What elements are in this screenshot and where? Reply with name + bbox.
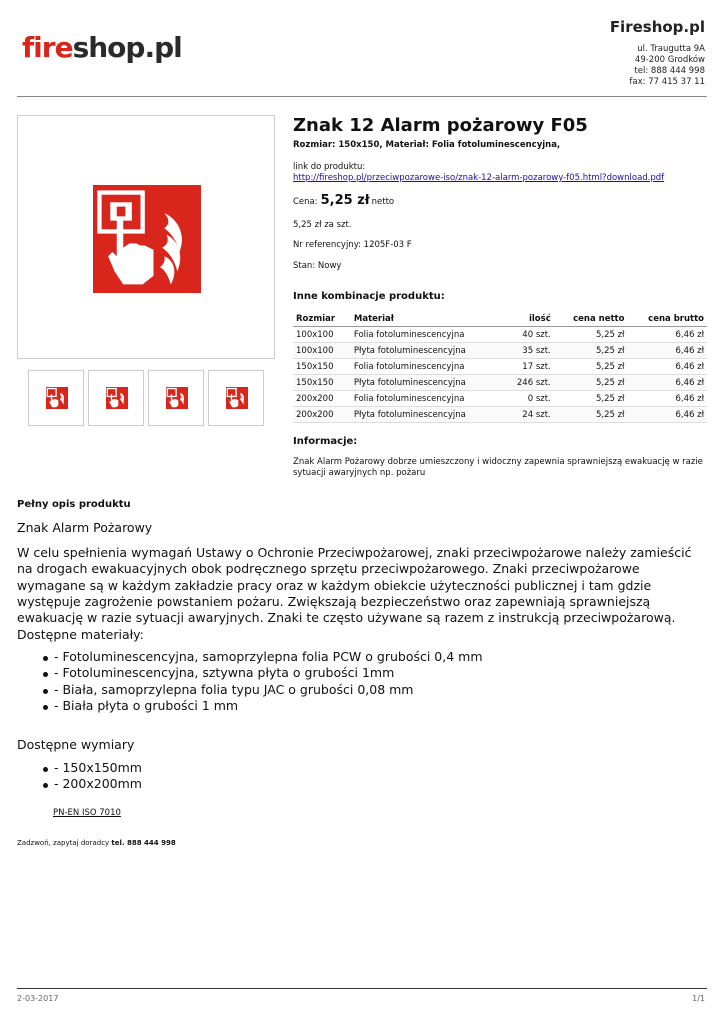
cell-gross-price: 6,46 zł: [627, 359, 707, 375]
dimensions-list: [17, 760, 142, 793]
cell-quantity: 17 szt.: [503, 359, 554, 375]
price-suffix: netto: [371, 197, 395, 207]
info-text: Znak Alarm Pożarowy dobrze umieszczony i widoczny zapewnia sprawniejszą ewakuację w razie sytuacji awaryjnych np. pożaru: [293, 457, 703, 478]
table-row: [293, 407, 707, 423]
col-quantity: ilość: [503, 311, 554, 327]
col-size: Rozmiar: [293, 311, 351, 327]
cell-quantity: 246 szt.: [503, 375, 554, 391]
call-phone: tel. 888 444 998: [111, 839, 176, 847]
table-row: [293, 359, 707, 375]
footer-page-number: 1/1: [692, 994, 705, 1003]
dimensions-label: Dostępne wymiary: [17, 737, 135, 752]
table-row: [293, 343, 707, 359]
price-value: 5,25 zł: [320, 193, 370, 208]
cell-size: 100x100: [293, 327, 351, 343]
cell-net-price: 5,25 zł: [554, 327, 628, 343]
list-item: - 150x150mm: [17, 760, 142, 776]
fire-alarm-sign-icon: [46, 387, 68, 409]
cell-quantity: 40 szt.: [503, 327, 554, 343]
materials-list: [17, 649, 483, 714]
cell-gross-price: 6,46 zł: [627, 343, 707, 359]
thumbnail-2[interactable]: [88, 370, 144, 426]
cell-quantity: 0 szt.: [503, 391, 554, 407]
call-text: Zadzwoń, zapytaj doradcy: [17, 839, 112, 847]
call-advisor: [17, 839, 176, 847]
list-item: - Fotoluminescencyjna, samoprzylepna folia PCW o grubości 0,4 mm: [17, 649, 483, 665]
cell-size: 100x100: [293, 343, 351, 359]
product-main-image[interactable]: [17, 115, 275, 359]
cell-net-price: 5,25 zł: [554, 407, 628, 423]
materials-label: Dostępne materiały:: [17, 627, 144, 642]
cell-net-price: 5,25 zł: [554, 375, 628, 391]
address-line-1: ul. Traugutta 9A: [637, 44, 705, 54]
cell-size: 150x150: [293, 359, 351, 375]
product-link[interactable]: http://fireshop.pl/przeciwpozarowe-iso/znak-12-alarm-pozarowy-f05.html?download.pdf: [293, 173, 665, 183]
full-description-title: Pełny opis produktu: [17, 499, 131, 510]
norm-link[interactable]: PN-EN ISO 7010: [53, 808, 121, 818]
fire-alarm-sign-icon: [86, 185, 208, 293]
description-heading: Znak Alarm Pożarowy: [17, 520, 153, 535]
cell-material: Folia fotoluminescencyjna: [351, 359, 503, 375]
cell-size: 150x150: [293, 375, 351, 391]
table-header-row: [293, 311, 707, 327]
product-variant: Rozmiar: 150x150, Materiał: Folia fotoluminescencyjna,: [293, 140, 561, 150]
cell-material: Folia fotoluminescencyjna: [351, 391, 503, 407]
cell-net-price: 5,25 zł: [554, 391, 628, 407]
col-material: Materiał: [351, 311, 503, 327]
price-row: [293, 193, 394, 208]
cell-material: Płyta fotoluminescencyjna: [351, 375, 503, 391]
cell-gross-price: 6,46 zł: [627, 407, 707, 423]
fax: fax: 77 415 37 11: [629, 77, 705, 87]
thumbnail-1[interactable]: [28, 370, 84, 426]
product-condition: Stan: Nowy: [293, 261, 342, 271]
logo-dark-part: shop.pl: [72, 31, 182, 64]
product-link-label: link do produktu:: [293, 162, 366, 172]
unit-price: 5,25 zł za szt.: [293, 220, 352, 230]
cell-material: Płyta fotoluminescencyjna: [351, 343, 503, 359]
cell-quantity: 35 szt.: [503, 343, 554, 359]
fire-alarm-sign-icon: [226, 387, 248, 409]
cell-gross-price: 6,46 zł: [627, 391, 707, 407]
cell-net-price: 5,25 zł: [554, 359, 628, 375]
cell-material: Folia fotoluminescencyjna: [351, 327, 503, 343]
price-label: Cena:: [293, 197, 318, 207]
cell-material: Płyta fotoluminescencyjna: [351, 407, 503, 423]
table-row: [293, 391, 707, 407]
description-body: W celu spełnienia wymagań Ustawy o Ochronie Przeciwpożarowej, znaki przeciwpożarowe należy zamieścić na drogach ewakuacyjnych obok podręcznego sprzętu przeciwpożarowego. Znaki przeciwpożarowe wymagane są w każdym zakładzie pracy oraz w każdym obiekcie użyteczności publicznej i tam gdzie występuje zagrożenie powstaniem pożaru. Zwiększają bezpieczeństwo oraz zapewniają sprawniejszą ewakuację w razie sytuacji awaryjnych. Znaki te często używane są razem z instrukcją przeciwpożarową.: [17, 545, 692, 626]
cell-gross-price: 6,46 zł: [627, 327, 707, 343]
list-item: - 200x200mm: [17, 776, 142, 792]
cell-gross-price: 6,46 zł: [627, 375, 707, 391]
fireshop-logo: [22, 31, 182, 64]
col-net-price: cena netto: [554, 311, 628, 327]
header-divider: [17, 96, 707, 97]
list-item: - Biała, samoprzylepna folia typu JAC o grubości 0,08 mm: [17, 682, 483, 698]
product-title: Znak 12 Alarm pożarowy F05: [293, 115, 588, 136]
logo-red-part: fire: [22, 31, 73, 64]
reference-number: Nr referencyjny: 1205F-03 F: [293, 240, 412, 250]
table-row: [293, 327, 707, 343]
shop-name: Fireshop.pl: [609, 18, 705, 36]
cell-net-price: 5,25 zł: [554, 343, 628, 359]
footer-divider: [17, 988, 707, 989]
fire-alarm-sign-icon: [106, 387, 128, 409]
fire-alarm-sign-icon: [166, 387, 188, 409]
list-item: - Fotoluminescencyjna, sztywna płyta o grubości 1mm: [17, 665, 483, 681]
combinations-table: [293, 311, 707, 423]
list-item: - Biała płyta o grubości 1 mm: [17, 698, 483, 714]
thumbnail-3[interactable]: [148, 370, 204, 426]
info-title: Informacje:: [293, 436, 358, 447]
thumbnail-4[interactable]: [208, 370, 264, 426]
phone: tel: 888 444 998: [634, 66, 705, 76]
col-gross-price: cena brutto: [627, 311, 707, 327]
footer-date: 2-03-2017: [17, 994, 59, 1003]
cell-size: 200x200: [293, 391, 351, 407]
cell-quantity: 24 szt.: [503, 407, 554, 423]
address-line-2: 49-200 Grodków: [634, 55, 705, 65]
combinations-title: Inne kombinacje produktu:: [293, 291, 445, 302]
shop-address: [629, 44, 705, 88]
cell-size: 200x200: [293, 407, 351, 423]
table-row: [293, 375, 707, 391]
